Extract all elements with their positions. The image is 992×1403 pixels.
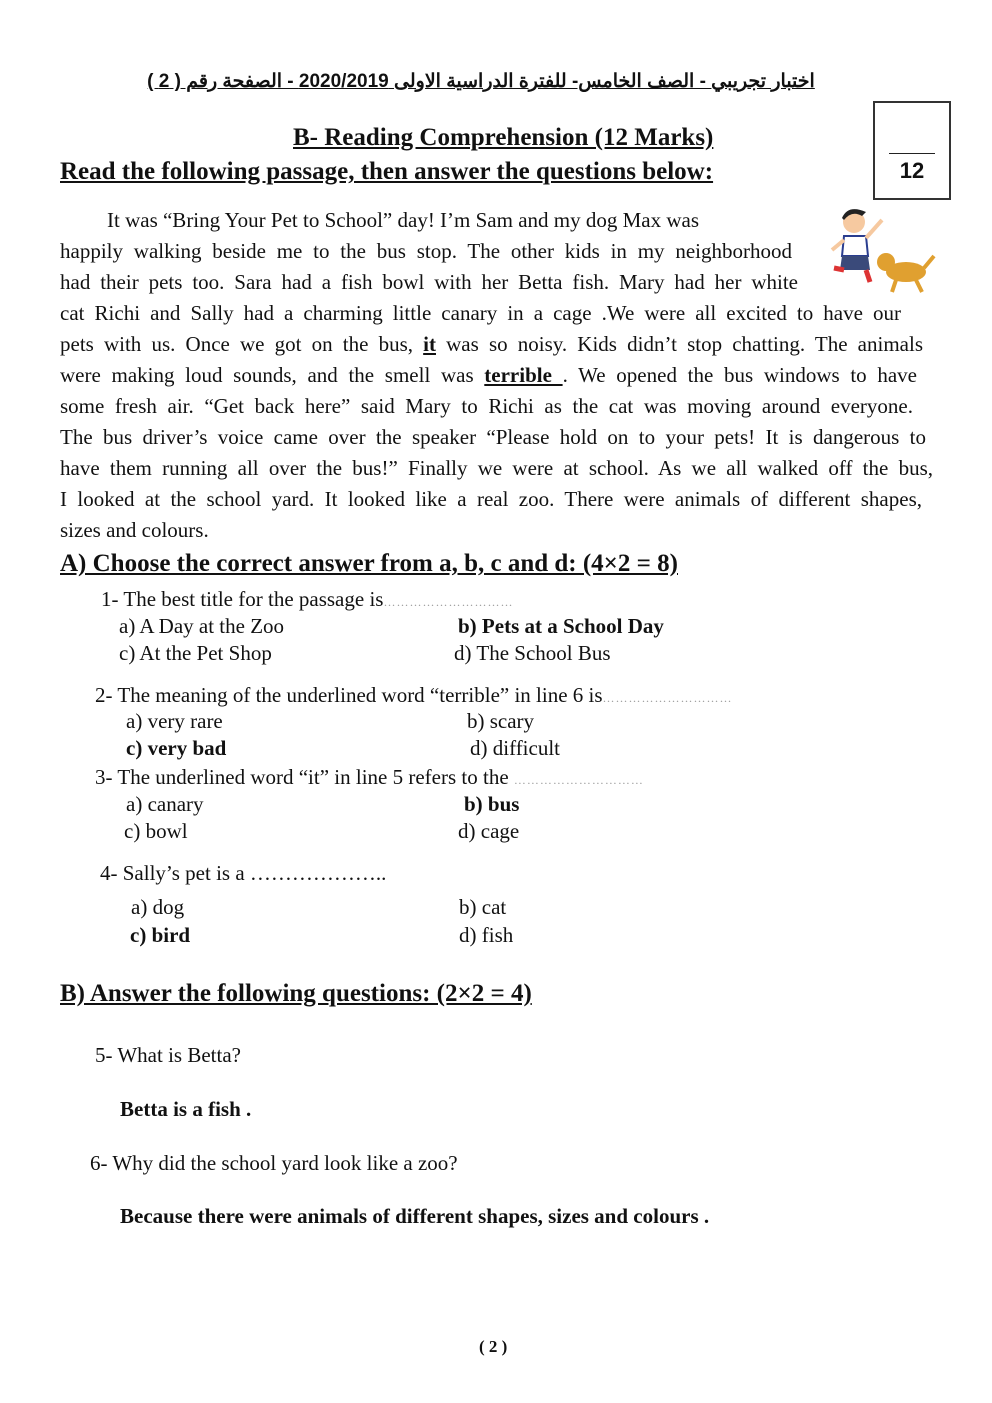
underlined-word-it: it xyxy=(423,332,436,356)
answer-5: Betta is a fish . xyxy=(120,1097,252,1121)
option-b: b) cat xyxy=(459,895,507,919)
answer-6: Because there were animals of different shapes, sizes and colours . xyxy=(120,1204,710,1228)
question-3 xyxy=(95,765,644,790)
passage-line: sizes and colours. xyxy=(60,518,209,542)
passage-line: happily walking beside me to the bus stop. The other kids in my neighborhood xyxy=(60,239,792,263)
option-a: a) canary xyxy=(126,792,204,816)
score-box xyxy=(873,101,951,200)
score-line xyxy=(889,153,935,154)
question-text: 3- The underlined word “it” in line 5 refers to the xyxy=(95,765,509,789)
question-1 xyxy=(101,587,513,612)
option-b-correct: b) bus xyxy=(464,792,520,816)
option-b-correct: b) Pets at a School Day xyxy=(458,614,664,638)
option-a: a) very rare xyxy=(126,709,223,733)
option-d: d) difficult xyxy=(470,736,561,760)
answer-blank: ………………………… xyxy=(602,691,733,705)
part-b-title: B) Answer the following questions: (2×2 = 4) xyxy=(60,980,532,1007)
question-4: 4- Sally’s pet is a ……………….. xyxy=(100,861,387,885)
answer-blank: ………………………… xyxy=(383,595,514,609)
option-a: a) dog xyxy=(131,895,185,919)
passage-line: had their pets too. Sara had a fish bowl with her Betta fish. Mary had her white xyxy=(60,270,798,294)
question-text: 1- The best title for the passage is xyxy=(101,587,384,611)
option-b: b) scary xyxy=(467,709,535,733)
option-d: d) fish xyxy=(459,923,514,947)
question-2 xyxy=(95,683,733,708)
option-c-correct: c) bird xyxy=(130,923,191,947)
option-d: d) The School Bus xyxy=(454,641,611,665)
option-d: d) cage xyxy=(458,819,520,843)
text: were making loud sounds, and the smell was xyxy=(60,363,485,387)
text: pets with us. Once we got on the bus, xyxy=(60,332,424,356)
exam-header: اختبار تجريبي - الصف الخامس- للفترة الدراسية الاولى 2020/2019 - الصفحة رقم ( 2 ) xyxy=(147,71,815,92)
passage-line: some fresh air. “Get back here” said Mary to Richi as the cat was moving around everyone. xyxy=(60,394,913,418)
question-5: 5- What is Betta? xyxy=(95,1043,241,1067)
part-a-title: A) Choose the correct answer from a, b, c and d: (4×2 = 8) xyxy=(60,550,678,577)
passage-line xyxy=(60,332,923,357)
passage-line: I looked at the school yard. It looked like a real zoo. There were animals of different shapes, xyxy=(60,487,922,511)
option-a: a) A Day at the Zoo xyxy=(119,614,285,638)
text: was so noisy. Kids didn’t stop chatting. The animals xyxy=(435,332,924,356)
page-number: ( 2 ) xyxy=(479,1337,508,1356)
question-text: 2- The meaning of the underlined word “terrible” in line 6 is xyxy=(95,683,603,707)
passage-line: cat Richi and Sally had a charming little canary in a cage .We were all excited to have our xyxy=(60,301,901,325)
passage-line: have them running all over the bus!” Finally we were at school. As we all walked off the bus, xyxy=(60,456,933,480)
boy-and-dog-illustration xyxy=(826,200,936,295)
question-6: 6- Why did the school yard look like a zoo? xyxy=(90,1151,458,1175)
option-c-correct: c) very bad xyxy=(126,736,227,760)
option-c: c) At the Pet Shop xyxy=(119,641,272,665)
section-title: B- Reading Comprehension (12 Marks) xyxy=(293,124,714,151)
answer-blank: ………………………… xyxy=(513,773,644,787)
text: . We opened the bus windows to have xyxy=(562,363,917,387)
passage-line xyxy=(60,363,917,388)
score-total: 12 xyxy=(899,158,925,183)
underlined-word-terrible: terrible xyxy=(484,363,563,387)
instruction: Read the following passage, then answer the questions below: xyxy=(60,158,714,185)
passage-line: It was “Bring Your Pet to School” day! I’m Sam and my dog Max was xyxy=(107,208,700,232)
passage-line: The bus driver’s voice came over the speaker “Please hold on to your pets! It is dangerous to xyxy=(60,425,926,449)
option-c: c) bowl xyxy=(124,819,188,843)
